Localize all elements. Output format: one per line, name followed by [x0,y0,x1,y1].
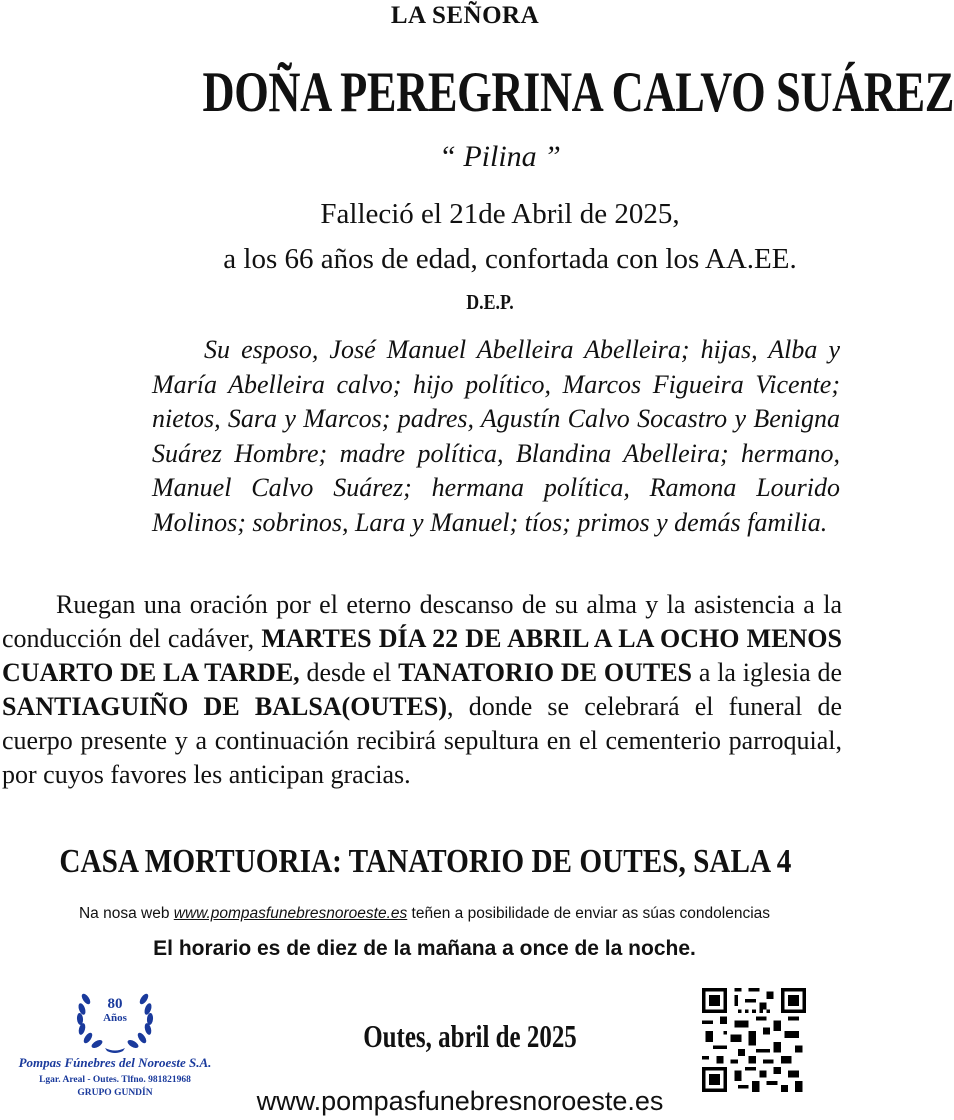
ceremony-origin: TANATORIO DE OUTES [398,658,693,687]
company-logo [0,985,230,1120]
web-note-suffix: teñen a posibilidade de enviar as súas condolencias [407,905,771,922]
place-date: Outes, abril de 2025 [363,1018,577,1054]
death-age-line: a los 66 años de edad, confortada con los AA.EE. [223,243,797,275]
dep-text: D.E.P. [466,290,514,314]
web-note-prefix: Na nosa web [78,905,174,922]
company-group: GRUPO GUNDÍN [77,1088,153,1098]
family-paragraph: Su esposo, José Manuel Abelleira Abelleira; hijas, Alba y María Abelleira calvo; hijo político, Marcos Figueira Vicente; nietos, Sara y Marcos; padres, Agustín Calvo Socastro y Benigna Suárez Hombre; madre política, Blandina Abelleira; hermano, Manuel Calvo Suárez; hermana política, Ramona Lourido Molinos; sobrinos, Lara y Manuel; tíos; primos y demás familia. [152,335,840,537]
ceremony-text-2: desde el [299,658,399,687]
ceremony-paragraph [2,588,842,792]
ceremony-text-3: a la iglesia de [692,658,842,687]
nickname: “ Pilina ” [439,140,561,173]
ceremony-text-1: Ruegan una oración por el eterno descanso de su alma y la asistencia a la conducción del cadáver, [2,590,842,653]
death-date-line: Falleció el 21de Abril de 2025, [320,198,680,230]
qr-code-icon[interactable] [702,988,806,1092]
casa-mortuoria: CASA MORTUORIA: TANATORIO DE OUTES, SALA 4 [59,843,792,880]
company-address: Lgar. Areal - Outes. Tlfno. 981821968 [39,1075,191,1085]
deceased-name: DOÑA PEREGRINA CALVO SUÁREZ [202,61,954,124]
footer-url[interactable]: www.pompasfunebresnoroeste.es [256,1086,664,1116]
company-name: Pompas Fúnebres del Noroeste S.A. [18,1055,212,1070]
web-note [0,905,849,923]
anniversary-number: 80 [107,996,123,1012]
anniversary-word: Años [103,1012,127,1024]
anniversary-badge [92,997,138,1025]
ceremony-text-4: , donde se celebrará el funeral de cuerpo presente y a continuación recibirá sepultura en el cementerio parroquial, por cuyos favores les anticipan gracias. [2,692,842,789]
ceremony-church: SANTIAGUIÑO DE BALSA(OUTES) [2,692,448,721]
opening-hours: El horario es de diez de la mañana a once de la noche. [153,937,696,960]
web-note-link[interactable]: www.pompasfunebresnoroeste.es [173,905,408,922]
honorific: LA SEÑORA [390,2,540,29]
ceremony-datetime: MARTES DÍA 22 DE ABRIL A LA OCHO MENOS CUARTO DE LA TARDE, [2,624,842,687]
